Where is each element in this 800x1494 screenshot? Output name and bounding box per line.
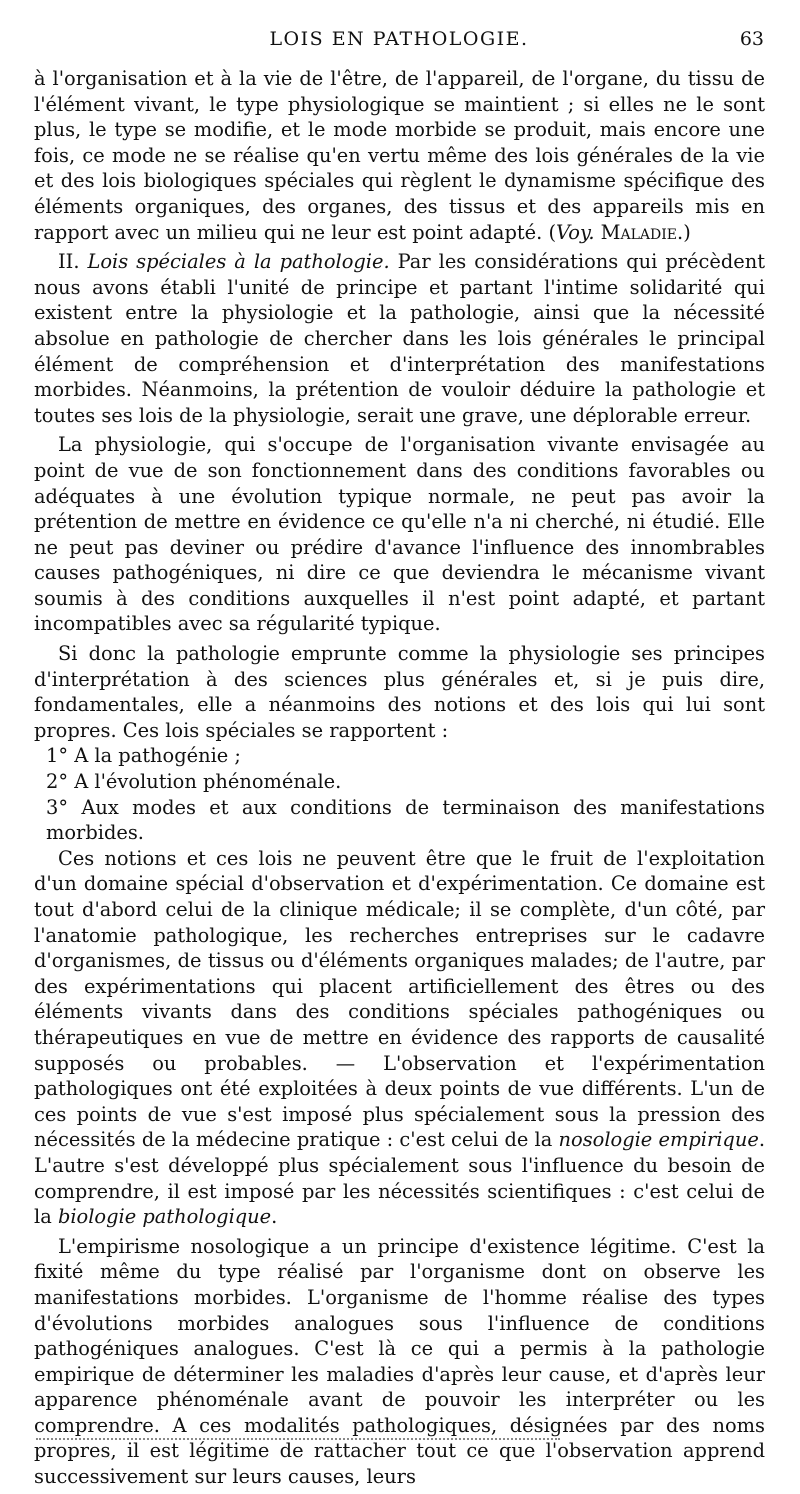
list-item: 3° Aux modes et aux conditions de terminaison des manifestations morbides. <box>46 795 765 845</box>
page-header <box>34 28 764 54</box>
paragraph <box>34 66 765 245</box>
section-heading: Lois spéciales à la pathologie. <box>87 250 390 274</box>
paragraph-text: Si donc la pathologie emprunte comme la physiologie ses principes d'interprétation à des sciences plus générales et, si je puis dire, fondamentales, elle a néanmoins des notions et des lois qui lui sont propres. Ces lois spéciales se rapportent : <box>34 642 765 742</box>
paragraph <box>34 641 765 743</box>
paragraph-text: Par les considérations qui précèdent nous avons établi l'unité de principe et partant l'intime solidarité qui existent entre la physiologie et la pathologie, ainsi que la nécessité absolue en pathologie de chercher dans les lois générales le principal élément de compréhension et d'interprétation des manifestations morbides. Néanmoins, la prétention de vouloir déduire la pathologie et toutes ses lois de la physiologie, serait une grave, une déplorable erreur. <box>34 250 765 427</box>
paragraph-text: L'empirisme nosologique a un principe d'existence légitime. C'est la fixité même du type réalisé par l'organisme dont on observe les manifestations morbides. L'organisme de l'homme réalise des types d'évolutions morbides analogues sous l'influence de conditions pathogéniques analogues. C'est là ce qui a permis à la pathologie empirique de déterminer les maladies d'après leur cause, et d'après leur apparence phénoménale avant de pouvoir les interpréter ou les comprendre. A ces modalités pathologiques, désignées par des noms propres, il est légitime de rattacher tout ce que l'observation apprend successivement sur leurs causes, leurs <box>34 1234 765 1489</box>
running-title: LOIS EN PATHOLOGIE. <box>269 28 529 50</box>
section-number: II. <box>58 250 80 274</box>
emphasized-term: nosologie empirique <box>558 1128 759 1152</box>
paragraph-text: à l'organisation et à la vie de l'être, de l'appareil, de l'organe, du tissu de l'élément vivant, le type physiologique se maintient ; si elles ne le sont plus, le type se modifie, et le mode morbide se produit, mais encore une fois, ce mode ne se réalise qu'en vertu même des lois générales de la vie et des lois biologiques spéciales qui règlent le dynamisme spécifique des éléments organiques, des organes, des tissus et des appareils mis en rapport avec un milieu qui ne leur est point adapté. ( <box>34 67 765 244</box>
paragraph-end: .) <box>677 220 691 244</box>
paragraph <box>34 249 765 428</box>
list-item: 2° A l'évolution phénoménale. <box>46 770 342 794</box>
voy-abbrev: Voy. <box>556 220 595 244</box>
list-item: 1° A la pathogénie ; <box>46 744 241 768</box>
paragraph <box>34 846 765 1230</box>
paragraph-text: La physiologie, qui s'occupe de l'organisation vivante envisagée au point de vue de son fonctionnement dans des conditions favorables ou adéquates à une évolution typique normale, ne peut pas avoir la prétention de mettre en évidence ce qu'elle n'a ni cherché, ni étudié. Elle ne peut pas deviner ou prédire d'avance l'influence des innombrables causes pathogéniques, ni dire ce que deviendra le mécanisme vivant soumis à des conditions auxquelles il n'est point adapté, et partant incompatibles avec sa régularité typique. <box>34 433 765 636</box>
footer-rule <box>36 1438 560 1440</box>
page-number: 63 <box>739 28 764 50</box>
emphasized-term: biologie pathologique <box>57 1205 272 1229</box>
body-text <box>34 66 765 1494</box>
paragraph-text: . L'autre s'est développé plus spécialement sous l'influence du besoin de comprendre, il est imposé par les nécessités scientifiques : c'est celui de la <box>34 1128 765 1229</box>
paragraph <box>34 1234 765 1490</box>
paragraph <box>34 432 765 637</box>
cross-reference: Maladie <box>600 220 678 244</box>
paragraph-text: Ces notions et ces lois ne peuvent être que le fruit de l'exploitation d'un domaine spécial d'observation et d'expérimentation. Ce domaine est tout d'abord celui de la clinique médicale; il se complète, d'un côté, par l'anatomie pathologique, les recherches entreprises sur le cadavre d'organismes, de tissus ou d'éléments organiques malades; de l'autre, par des expérimentations qui placent artificiellement des êtres ou des éléments vivants dans des conditions spéciales pathogéniques ou thérapeutiques en vue de mettre en évidence des rapports de causalité supposés ou probables. — L'observation et l'expérimentation pathologiques ont été exploitées à deux points de vue différents. L'un de ces points de vue s'est imposé plus spécialement sous la pression des nécessités de la médecine pratique : c'est celui de la <box>34 846 765 1152</box>
paragraph-text: . <box>271 1205 278 1229</box>
